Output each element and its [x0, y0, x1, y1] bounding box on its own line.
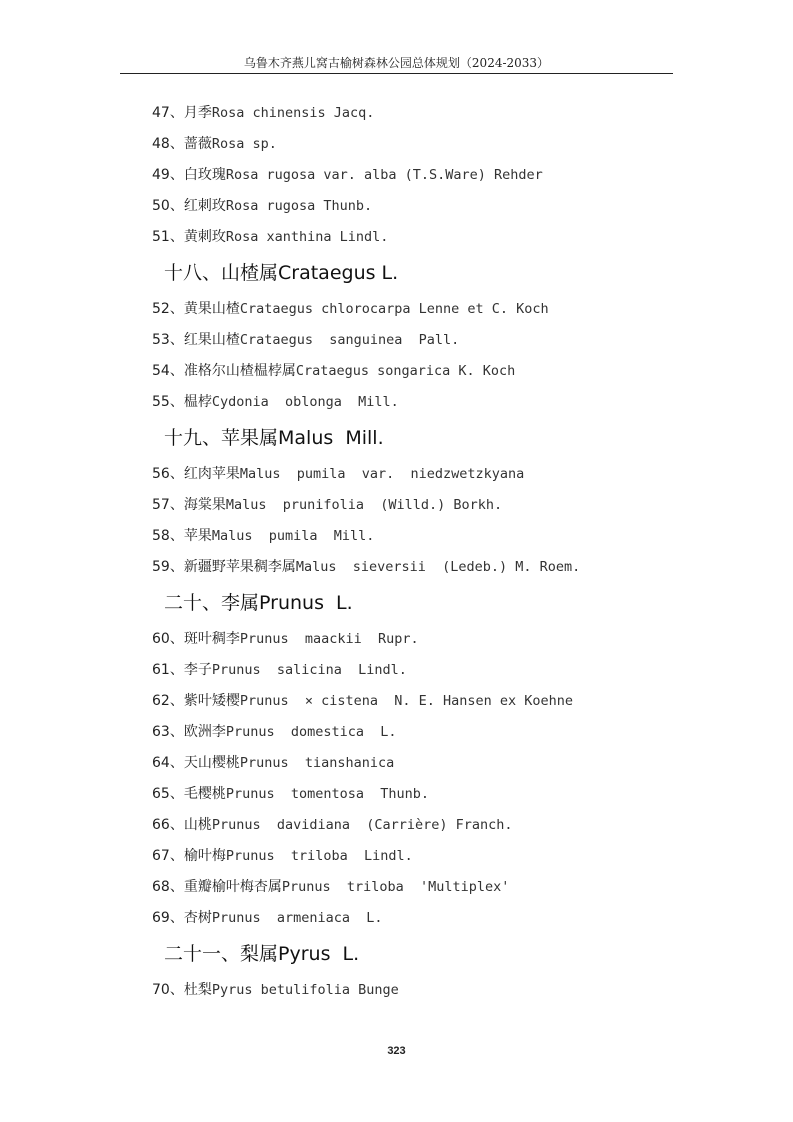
species-chinese-name: 重瓣榆叶梅杏属 — [183, 879, 282, 895]
species-chinese-name: 准格尔山楂榅桲属 — [183, 363, 296, 379]
species-entry — [152, 552, 712, 583]
genus-chinese-name: 十八、山楂属 — [164, 262, 279, 284]
species-latin-name: Rosa xanthina Lindl. — [225, 229, 389, 245]
entry-number: 52、 — [152, 301, 184, 317]
species-chinese-name: 毛樱桃 — [183, 786, 226, 802]
species-latin-name: Malus pumila Mill. — [211, 528, 375, 544]
species-chinese-name: 紫叶矮樱 — [183, 693, 240, 709]
species-chinese-name: 红刺玫 — [183, 198, 226, 214]
species-chinese-name: 山桃 — [183, 817, 212, 833]
species-latin-name: Prunus triloba 'Multiplex' — [281, 879, 510, 895]
genus-latin-name: Crataegus L. — [278, 262, 399, 284]
species-entry — [152, 325, 712, 356]
entry-number: 64、 — [152, 755, 184, 771]
species-entry — [152, 624, 712, 655]
species-entry — [152, 521, 712, 552]
entry-number: 68、 — [152, 879, 184, 895]
species-chinese-name: 月季 — [183, 105, 212, 121]
species-latin-name: Rosa rugosa Thunb. — [225, 198, 373, 214]
species-latin-name: Rosa rugosa var. alba (T.S.Ware) Rehder — [225, 167, 543, 183]
species-entry — [152, 748, 712, 779]
species-latin-name: Prunus tianshanica — [239, 755, 395, 771]
species-entry — [152, 903, 712, 934]
genus-heading — [152, 418, 712, 459]
species-entry — [152, 387, 712, 418]
species-entry — [152, 841, 712, 872]
page-number: 323 — [387, 1045, 406, 1057]
entry-number: 60、 — [152, 631, 184, 647]
species-latin-name: Prunus armeniaca L. — [211, 910, 383, 926]
genus-chinese-name: 十九、苹果属 — [164, 427, 279, 449]
entry-number: 61、 — [152, 662, 184, 678]
species-latin-name: Prunus triloba Lindl. — [225, 848, 413, 864]
species-chinese-name: 苹果 — [183, 528, 212, 544]
species-entry — [152, 294, 712, 325]
entry-number: 50、 — [152, 198, 184, 214]
species-entry — [152, 779, 712, 810]
species-entry — [152, 222, 712, 253]
running-header: 乌鲁木齐燕儿窝古榆树森林公园总体规划（2024-2033） — [243, 56, 550, 70]
header-rule — [120, 73, 673, 74]
entry-number: 66、 — [152, 817, 184, 833]
species-chinese-name: 蔷薇 — [183, 136, 212, 152]
entry-number: 63、 — [152, 724, 184, 740]
species-chinese-name: 黄果山楂 — [183, 301, 240, 317]
species-list — [152, 98, 712, 1006]
species-chinese-name: 红肉苹果 — [183, 466, 240, 482]
genus-heading — [152, 583, 712, 624]
species-entry — [152, 490, 712, 521]
entry-number: 67、 — [152, 848, 184, 864]
genus-latin-name: Pyrus L. — [278, 943, 360, 965]
species-entry — [152, 975, 712, 1006]
species-latin-name: Prunus davidiana (Carrière) Franch. — [211, 817, 513, 833]
species-chinese-name: 新疆野苹果稠李属 — [183, 559, 296, 575]
species-chinese-name: 榅桲 — [183, 394, 212, 410]
species-chinese-name: 白玫瑰 — [183, 167, 226, 183]
species-entry — [152, 356, 712, 387]
species-entry — [152, 655, 712, 686]
species-latin-name: Prunus domestica L. — [225, 724, 397, 740]
species-latin-name: Crataegus songarica K. Koch — [295, 363, 516, 379]
entry-number: 65、 — [152, 786, 184, 802]
species-chinese-name: 杜梨 — [183, 982, 212, 998]
entry-number: 69、 — [152, 910, 184, 926]
species-latin-name: Malus sieversii (Ledeb.) M. Roem. — [295, 559, 581, 575]
entry-number: 59、 — [152, 559, 184, 575]
species-chinese-name: 红果山楂 — [183, 332, 240, 348]
species-entry — [152, 810, 712, 841]
species-latin-name: Malus prunifolia (Willd.) Borkh. — [225, 497, 503, 513]
species-chinese-name: 斑叶稠李 — [183, 631, 240, 647]
species-entry — [152, 160, 712, 191]
entry-number: 47、 — [152, 105, 184, 121]
species-chinese-name: 杏树 — [183, 910, 212, 926]
entry-number: 62、 — [152, 693, 184, 709]
entry-number: 55、 — [152, 394, 184, 410]
species-chinese-name: 天山樱桃 — [183, 755, 240, 771]
entry-number: 56、 — [152, 466, 184, 482]
entry-number: 49、 — [152, 167, 184, 183]
species-chinese-name: 榆叶梅 — [183, 848, 226, 864]
species-chinese-name: 李子 — [183, 662, 212, 678]
species-latin-name: Pyrus betulifolia Bunge — [211, 982, 399, 998]
species-latin-name: Crataegus chlorocarpa Lenne et C. Koch — [239, 301, 549, 317]
species-entry — [152, 686, 712, 717]
genus-latin-name: Malus Mill. — [278, 427, 384, 449]
species-latin-name: Rosa chinensis Jacq. — [211, 105, 375, 121]
entry-number: 53、 — [152, 332, 184, 348]
species-latin-name: Prunus maackii Rupr. — [239, 631, 419, 647]
species-entry — [152, 459, 712, 490]
species-latin-name: Prunus salicina Lindl. — [211, 662, 407, 678]
entry-number: 70、 — [152, 982, 184, 998]
species-latin-name: Prunus × cistena N. E. Hansen ex Koehne — [239, 693, 574, 709]
entry-number: 51、 — [152, 229, 184, 245]
species-entry — [152, 872, 712, 903]
entry-number: 54、 — [152, 363, 184, 379]
species-latin-name: Prunus tomentosa Thunb. — [225, 786, 430, 802]
species-chinese-name: 欧洲李 — [183, 724, 226, 740]
species-entry — [152, 129, 712, 160]
entry-number: 57、 — [152, 497, 184, 513]
species-chinese-name: 海棠果 — [183, 497, 226, 513]
entry-number: 48、 — [152, 136, 184, 152]
genus-latin-name: Prunus L. — [259, 592, 353, 614]
genus-heading — [152, 934, 712, 975]
genus-heading — [152, 253, 712, 294]
species-latin-name: Crataegus sanguinea Pall. — [239, 332, 460, 348]
species-latin-name: Malus pumila var. niedzwetzkyana — [239, 466, 525, 482]
species-latin-name: Rosa sp. — [211, 136, 277, 152]
genus-chinese-name: 二十一、梨属 — [164, 943, 279, 965]
species-entry — [152, 98, 712, 129]
genus-chinese-name: 二十、李属 — [164, 592, 260, 614]
species-latin-name: Cydonia oblonga Mill. — [211, 394, 399, 410]
species-chinese-name: 黄刺玫 — [183, 229, 226, 245]
entry-number: 58、 — [152, 528, 184, 544]
species-entry — [152, 717, 712, 748]
species-entry — [152, 191, 712, 222]
